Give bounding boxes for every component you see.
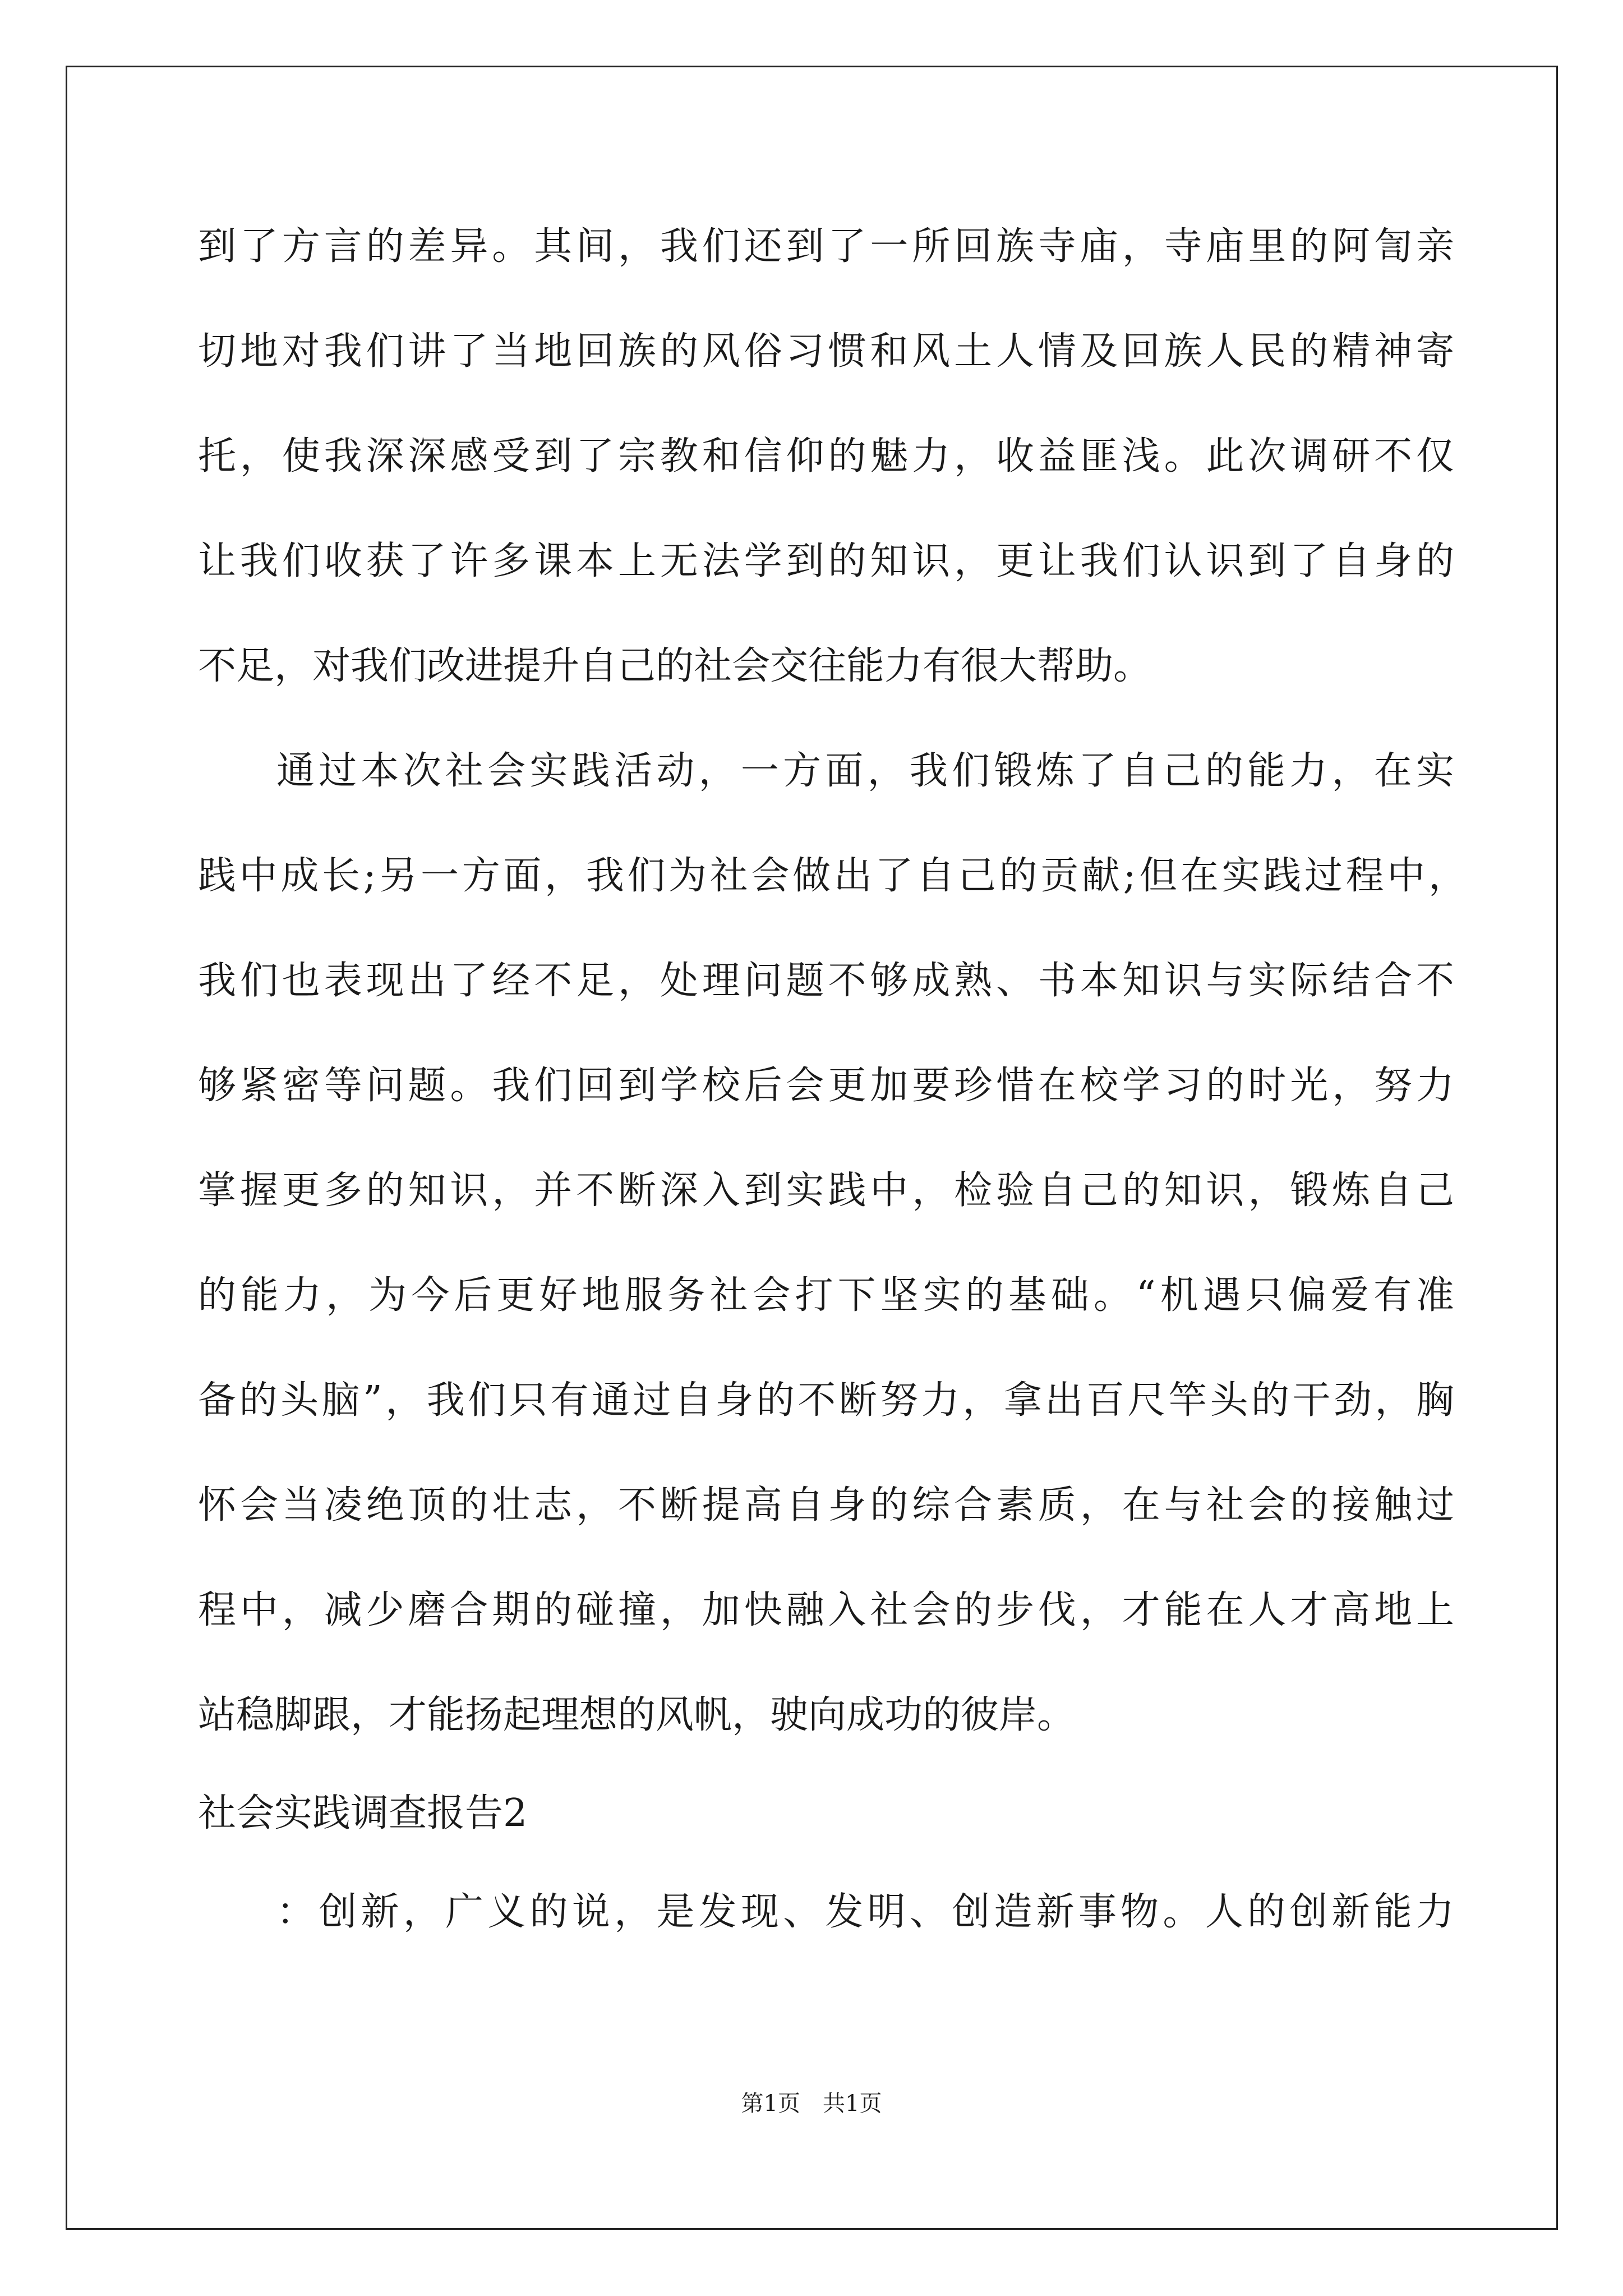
- paragraph-2-line-8: 怀会当凌绝顶的壮志，不断提高自身的综合素质，在与社会的接触过: [198, 1483, 1454, 1527]
- section-heading: 社会实践调查报告2: [198, 1791, 528, 1835]
- paragraph-2-line-4: 够紧密等问题。我们回到学校后会更加要珍惜在校学习的时光，努力: [198, 1064, 1454, 1108]
- body-line-3: 托，使我深深感受到了宗教和信仰的魅力，收益匪浅。此次调研不仅: [198, 434, 1454, 478]
- paragraph-2-line-6: 的能力，为今后更好地服务社会打下坚实的基础。“机遇只偏爱有准: [198, 1273, 1454, 1318]
- paragraph-2-line-3: 我们也表现出了经不足，处理问题不够成熟、书本知识与实际结合不: [198, 959, 1454, 1003]
- page-footer: 第1页 共1页: [741, 2091, 882, 2116]
- paragraph-2-line-1: 通过本次社会实践活动，一方面，我们锻炼了自己的能力，在实: [276, 749, 1454, 793]
- body-line-4: 让我们收获了许多课本上无法学到的知识，更让我们认识到了自身的: [198, 539, 1454, 583]
- paragraph-2-line-9: 程中，减少磨合期的碰撞，加快融入社会的步伐，才能在人才高地上: [198, 1588, 1454, 1632]
- body-line-2: 切地对我们讲了当地回族的风俗习惯和风土人情及回族人民的精神寄: [198, 329, 1454, 374]
- paragraph-2-line-5: 掌握更多的知识，并不断深入到实践中，检验自己的知识，锻炼自己: [198, 1168, 1454, 1213]
- body-line-5: 不足，对我们改进提升自己的社会交往能力有很大帮助。: [198, 644, 1152, 688]
- paragraph-2-line-2: 践中成长;另一方面，我们为社会做出了自己的贡献;但在实践过程中，: [198, 854, 1467, 898]
- paragraph-2-line-10: 站稳脚跟，才能扬起理想的风帆，驶向成功的彼岸。: [198, 1693, 1076, 1737]
- paragraph-2-line-7: 备的头脑”，我们只有通过自身的不断努力，拿出百尺竿头的干劲，胸: [198, 1378, 1454, 1423]
- body-line-1: 到了方言的差异。其间，我们还到了一所回族寺庙，寺庙里的阿訇亲: [198, 224, 1454, 269]
- paragraph-3-line-1: ：创新，广义的说，是发现、发明、创造新事物。人的创新能力: [276, 1890, 1454, 1934]
